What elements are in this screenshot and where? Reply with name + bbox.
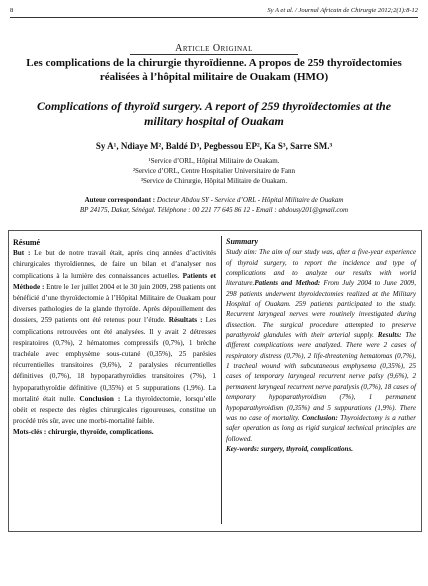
conclusion-text-fr: La thyroïdectomie, lorsqu’elle obéit et respecte des règles chirurgicales rigoureuses, constitue un procédé très sûr, avec une morbi-mortalité faible. bbox=[13, 394, 216, 426]
resume-column bbox=[13, 237, 216, 439]
summary-column bbox=[226, 237, 416, 454]
affiliation-1: ¹Service d’ORL, Hôpital Militaire de Ouakam. bbox=[148, 157, 280, 165]
methods-text-en: From July 2004 to June 2009, 298 patients underwent thyroidectomies realized at the Military Hospital of Ouakam. 259 patients participated to the study. Recurrent laryngeal nerves were routinely investigated during dissection. The surgical procedure attempted to preserve parathyroid glandules with their arterial supply. bbox=[226, 279, 417, 340]
page-number: 8 bbox=[10, 7, 14, 14]
conclusion-text-en: Thyroidectomy is a rather safer operation as long as rigid surgical technical principles are followed. bbox=[226, 413, 416, 443]
results-label-en: Results: bbox=[373, 331, 402, 340]
journal-citation: Sy A et al. / Journal Africain de Chirurgie 2012;2(1):8-12 bbox=[267, 7, 418, 14]
resume-heading: Résumé bbox=[13, 238, 41, 247]
results-label-fr: Résultats : bbox=[165, 316, 203, 325]
results-text-en: The different complications were analyzed. There were 2 cases of respiratory distress (0,7%), 2 life-threatening hematomas (0,7%), 1 tracheal wound with subcutaneous emphysema (0,35%), 25 cases of temporary laryngeal recurrent nerve palsy (9,6%), 2 permanent laryngeal recurrent nerve paralysis (0,7%), 18 cases of temporary hypoparathyroidism (7%), 1 permanent hypoparathyroidism (0,35%) and 5 suppurations (1,9%). There was no case of mortality. bbox=[226, 331, 416, 422]
keywords-label-en: Key-words: bbox=[226, 444, 260, 453]
correspondence-line-1 bbox=[20, 196, 408, 204]
methods-label-fr: Patients et Méthode : bbox=[13, 271, 216, 291]
conclusion-label-fr: Conclusion : bbox=[75, 394, 121, 403]
summary-heading: Summary bbox=[226, 237, 259, 246]
but-label: But : bbox=[13, 249, 31, 258]
correspondence-line-2: BP 24175, Dakar, Sénégal. Téléphone : 00 221 77 645 86 12 - Email : abdousy201@gmail.com bbox=[79, 206, 349, 214]
keywords-text-fr: chirurgie, thyroïde, complications. bbox=[46, 428, 154, 437]
keywords-text-en: surgery, thyroid, complications. bbox=[259, 444, 354, 453]
conclusion-label-en: Conclusion: bbox=[301, 413, 338, 422]
methods-text-fr: Entre le 1er juillet 2004 et le 30 juin 2009, 298 patients ont bénéficié d’une thyroïdectomie à l’Hôpital Militaire de Ouakam pour diverses pathologies de la glande thyroïde. Après dépouillement des dossiers, 259 patients ont été retenus pour l’étude. bbox=[13, 282, 217, 325]
affiliation-3: ³Service de Chirurgie, Hôpital Militaire de Ouakam. bbox=[140, 177, 288, 185]
affiliation-2: ²Service d’ORL, Centre Hospitalier Universitaire de Fann bbox=[132, 167, 296, 175]
summary-body bbox=[226, 247, 416, 444]
header-rule bbox=[10, 17, 418, 18]
but-text: Le but de notre travail était, après cinq années d’activités chirurgicales thyroïdiennes, de faire un bilan et d’analyser nos complications à la lumière des connaissances actuelles. bbox=[13, 249, 216, 280]
article-type-rule bbox=[130, 54, 298, 55]
author-list: Sy A¹, Ndiaye M², Baldé D³, Pegbessou EP², Ka S³, Sarre SM.³ bbox=[95, 141, 333, 151]
resume-body bbox=[13, 248, 216, 427]
keywords-en bbox=[226, 444, 416, 454]
results-text-fr: Les complications retrouvées ont été analysées. Il y avait 2 détresses respiratoires (0,7%), 2 hématomes compressifs (0,7%), 1 brèche trachéale avec emphysème sous-cutané (0,35%), 25 parésies récurrentielles transitoires (9,6%), 2 paralysies récurrentielles définitives (0,7%), 18 hypoparathyroïdies transitoires (7%), 1 hypoparathyroïdie définitive (0,35%) et 5 suppurations (1,9%). La mortalité était nulle. bbox=[13, 316, 216, 403]
keywords-fr bbox=[13, 427, 216, 438]
correspondence-name: Docteur Abdou SY - Service d’ORL - Hôpital Militaire de Ouakam bbox=[155, 196, 344, 204]
keywords-label-fr: Mots-clés : bbox=[13, 428, 47, 437]
title-english: Complications of thyroïd surgery. A report of 259 thyroïdectomies at the military hospital of Ouakam bbox=[36, 99, 392, 128]
correspondence-label: Auteur correspondant : bbox=[84, 196, 156, 204]
methods-label-en: Patients and Method: bbox=[254, 279, 321, 288]
column-divider bbox=[221, 236, 222, 524]
aim-text: Study aim: The aim of our study was, after a five-year experience of thyroid surgery, to report the incidence and type of complications and to analyze our results with world literature. bbox=[226, 248, 416, 288]
title-french: Les complications de la chirurgie thyroïdienne. A propos de 259 thyroïdectomies réalisées à l’hôpital militaire de Ouakam (HMO) bbox=[26, 57, 402, 83]
article-type: Article Original bbox=[175, 43, 253, 54]
